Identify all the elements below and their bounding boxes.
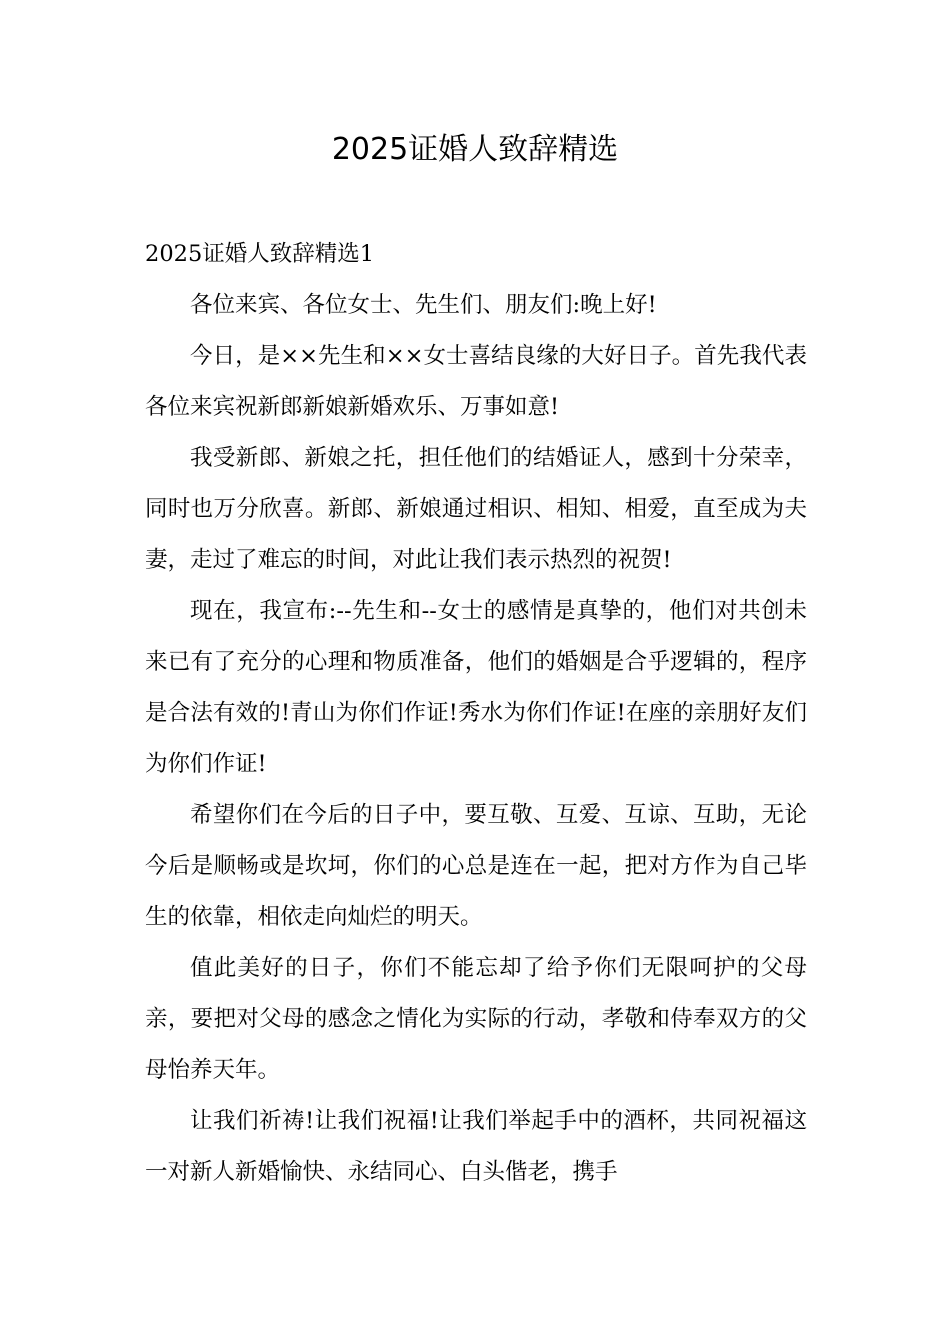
paragraph-honor: 我受新郎、新娘之托，担任他们的结婚证人，感到十分荣幸，同时也万分欣喜。新郎、新娘通过相识、相知、相爱，直至成为夫妻，走过了难忘的时间，对此让我们表示热烈的祝贺! xyxy=(145,445,807,573)
paragraph-parents: 值此美好的日子，你们不能忘却了给予你们无限呵护的父母亲，要把对父母的感念之情化为实际的行动，孝敬和侍奉双方的父母怡养天年。 xyxy=(145,955,807,1083)
paragraph-occasion: 今日，是××先生和××女士喜结良缘的大好日子。首先我代表各位来宾祝新郎新娘新婚欢乐、万事如意! xyxy=(145,343,807,420)
paragraph-toast: 让我们祈祷!让我们祝福!让我们举起手中的酒杯，共同祝福这一对新人新婚愉快、永结同心、白头偕老，携手 xyxy=(145,1108,807,1185)
paragraph-hope: 希望你们在今后的日子中，要互敬、互爱、互谅、互助，无论今后是顺畅或是坎坷，你们的心总是连在一起，把对方作为自己毕生的依靠，相依走向灿烂的明天。 xyxy=(145,802,807,930)
paragraph-greeting: 各位来宾、各位女士、先生们、朋友们:晚上好! xyxy=(190,292,657,318)
section-heading: 2025证婚人致辞精选1 xyxy=(145,241,375,267)
document-body xyxy=(145,229,807,1198)
paragraph-declaration: 现在，我宣布:--先生和--女士的感情是真挚的，他们对共创未来已有了充分的心理和物质准备，他们的婚姻是合乎逻辑的，程序是合法有效的!青山为你们作证!秀水为你们作证!在座的亲朋好友们为你们作证! xyxy=(145,598,807,777)
document-title: 2025证婚人致辞精选 xyxy=(331,132,619,167)
